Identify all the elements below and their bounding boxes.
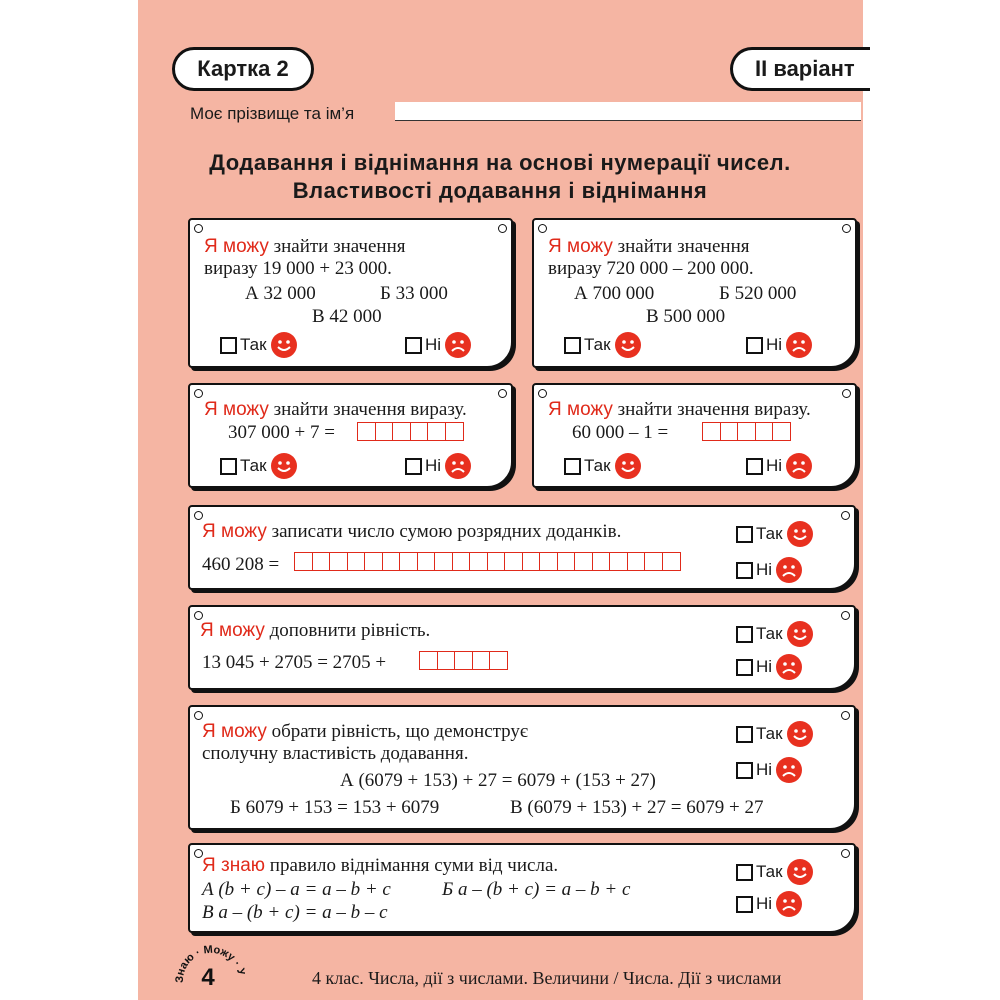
answer-boxes[interactable] [294, 552, 679, 571]
card-label: Картка 2 [172, 47, 314, 91]
expression: 307 000 + 7 = [228, 422, 335, 443]
yes-checkbox[interactable]: Так [736, 721, 813, 747]
task-lead: Я можу [202, 721, 267, 742]
no-checkbox[interactable]: Ні [736, 654, 802, 680]
sad-face-icon [445, 332, 471, 358]
no-checkbox[interactable]: Ні [405, 332, 471, 358]
option-b: Б 33 000 [380, 283, 448, 304]
no-checkbox[interactable]: Ні [736, 757, 802, 783]
option-c: В a – (b + c) = a – b – c [202, 902, 388, 923]
title-line1: Додавання і віднімання на основі нумерації чисел. [209, 150, 791, 175]
yes-checkbox[interactable]: Так [564, 453, 641, 479]
task-text: знайти значення виразу. [612, 399, 811, 420]
option-a: А 700 000 [574, 283, 655, 304]
no-checkbox[interactable]: Ні [746, 453, 812, 479]
name-label: Моє прізвище та ім’я [190, 104, 355, 123]
no-checkbox[interactable]: Ні [405, 453, 471, 479]
happy-face-icon [271, 453, 297, 479]
yes-checkbox[interactable]: Так [220, 453, 297, 479]
happy-face-icon [787, 859, 813, 885]
task-text: записати число сумою розрядних доданків. [266, 521, 622, 542]
sad-face-icon [445, 453, 471, 479]
happy-face-icon [787, 621, 813, 647]
variant-label: ІІ варіант [730, 47, 870, 91]
task-lead: Я можу [548, 399, 613, 420]
task-lead: Я можу [548, 236, 613, 257]
option-c: В 500 000 [646, 306, 726, 327]
title-line2: Властивості додавання і віднімання [292, 178, 708, 203]
page-number: 4 [201, 964, 215, 991]
option-b: Б 520 000 [719, 283, 797, 304]
task-card-3 [188, 383, 513, 488]
task-text: знайти значення виразу. [268, 399, 467, 420]
sad-face-icon [776, 557, 802, 583]
yes-checkbox[interactable]: Так [736, 859, 813, 885]
option-c: В 42 000 [312, 306, 382, 327]
task-card-4 [532, 383, 857, 488]
answer-boxes[interactable] [357, 422, 462, 441]
page-number-badge [175, 935, 245, 995]
task-card-2 [532, 218, 857, 368]
answer-boxes[interactable] [419, 651, 507, 670]
happy-face-icon [615, 332, 641, 358]
arc-text: Знаю · Можу · [175, 943, 243, 984]
sad-face-icon [786, 453, 812, 479]
name-row [190, 102, 862, 128]
option-a: А 32 000 [245, 283, 316, 304]
sad-face-icon [786, 332, 812, 358]
task-lead: Я можу [204, 236, 269, 257]
happy-face-icon [787, 721, 813, 747]
task-lead: Я можу [200, 620, 265, 641]
task-text: знайти значення [268, 236, 406, 257]
name-field[interactable] [395, 102, 861, 121]
expression: 13 045 + 2705 = 2705 + [202, 652, 387, 673]
yes-checkbox[interactable]: Так [220, 332, 297, 358]
option-b: Б 6079 + 153 = 153 + 6079 [230, 797, 440, 818]
option-a: А (6079 + 153) + 27 = 6079 + (153 + 27) [340, 770, 656, 791]
task-lead: Я знаю [202, 855, 266, 876]
task-card-5 [188, 505, 856, 590]
expression: 60 000 – 1 = [572, 422, 669, 443]
happy-face-icon [787, 521, 813, 547]
task-lead: Я можу [202, 521, 267, 542]
no-checkbox[interactable]: Ні [736, 557, 802, 583]
sad-face-icon [776, 654, 802, 680]
task-card-7 [188, 705, 856, 830]
answer-boxes[interactable] [702, 422, 790, 441]
expression: 460 208 = [202, 554, 280, 575]
no-checkbox[interactable]: Ні [746, 332, 812, 358]
task-card-6 [188, 605, 856, 690]
task-text: виразу 19 000 + 23 000. [204, 258, 392, 279]
task-text: обрати рівність, що демонструє [266, 721, 529, 742]
option-a: А (b + c) – a = a – b + c [202, 879, 391, 900]
task-text: знайти значення [612, 236, 750, 257]
task-text: сполучну властивість додавання. [202, 743, 469, 764]
option-b: Б a – (b + c) = a – b + c [442, 879, 631, 900]
yes-checkbox[interactable]: Так [736, 621, 813, 647]
task-card-1 [188, 218, 513, 368]
yes-checkbox[interactable]: Так [564, 332, 641, 358]
task-lead: Я можу [204, 399, 269, 420]
task-text: правило віднімання суми від числа. [265, 855, 559, 876]
task-card-8 [188, 843, 856, 933]
task-text: виразу 720 000 – 200 000. [548, 258, 754, 279]
sad-face-icon [776, 757, 802, 783]
no-checkbox[interactable]: Ні [736, 891, 802, 917]
sad-face-icon [776, 891, 802, 917]
yes-checkbox[interactable]: Так [736, 521, 813, 547]
happy-face-icon [615, 453, 641, 479]
happy-face-icon [271, 332, 297, 358]
footer-text: 4 клас. Числа, дії з числами. Величини / Числа. Дії з числами [312, 968, 782, 988]
task-text: доповнити рівність. [264, 620, 431, 641]
option-c: В (6079 + 153) + 27 = 6079 + 27 [510, 797, 764, 818]
